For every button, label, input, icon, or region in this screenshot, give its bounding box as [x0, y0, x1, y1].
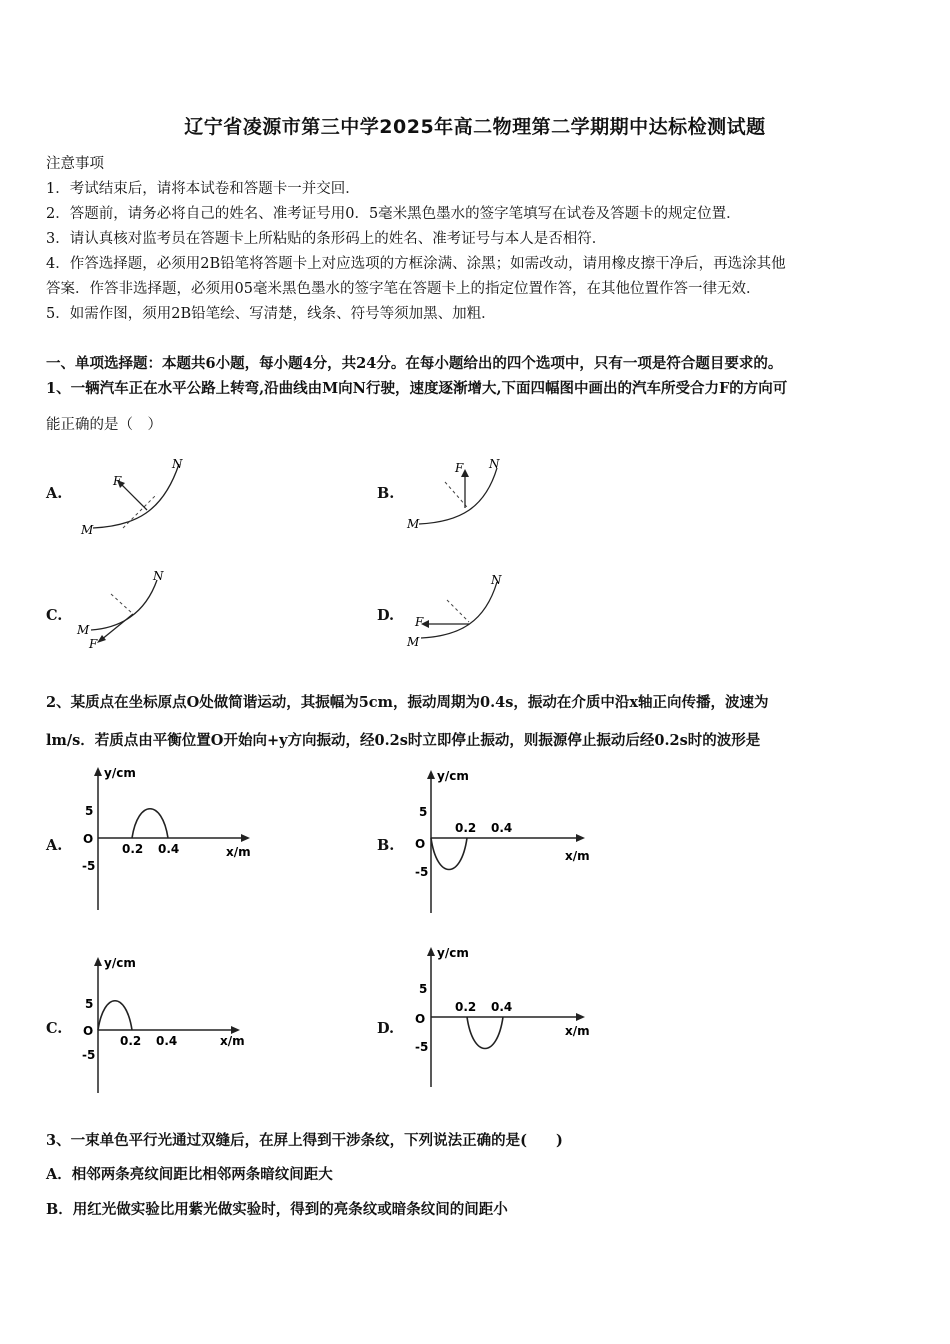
q1-option-b-label: B. — [377, 485, 395, 502]
x-tick-0.4: 0.4 — [491, 1000, 513, 1014]
tangent-dashes — [447, 600, 469, 622]
q2-option-a-label: A. — [46, 837, 63, 854]
q3-option-b: B．用红光做实验比用紫光做实验时，得到的亮条纹或暗条纹间的间距小 — [46, 1201, 508, 1218]
label-m: M — [407, 635, 420, 649]
x-axis-label: x/m — [565, 849, 590, 863]
y-axis-arrow-icon — [94, 767, 102, 776]
trajectory-curve — [419, 468, 497, 524]
label-m: M — [407, 517, 420, 531]
y-tick-neg5: -5 — [82, 859, 96, 873]
x-tick-0.2: 0.2 — [120, 1034, 142, 1048]
q1-figure-d — [405, 568, 525, 658]
q2-option-b-label: B. — [377, 837, 395, 854]
label-f: F — [455, 461, 464, 475]
notice-item: 1．考试结束后，请将本试卷和答题卡一并交回． — [46, 181, 360, 197]
question-1-stem-cont: 能正确的是（ ） — [46, 417, 162, 433]
y-axis-arrow-icon — [94, 957, 102, 966]
q2-graph-c — [70, 955, 270, 1095]
label-n: N — [172, 457, 183, 471]
q1-figure-a — [75, 452, 195, 542]
y-axis-label: y/cm — [437, 769, 469, 783]
question-2-stem: 2、某质点在坐标原点O处做简谐运动，其振幅为5cm，振动周期为0.4s，振动在介质中沿x轴正向传播，波速为 — [46, 694, 769, 711]
q1-figure-b — [405, 452, 525, 542]
q2-option-d-label: D. — [377, 1020, 395, 1037]
wave-curve — [132, 809, 168, 838]
x-axis-label: x/m — [226, 845, 251, 859]
notice-item: 5．如需作图，须用2B铅笔绘、写清楚，线条、符号等须加黑、加粗． — [46, 306, 496, 322]
tangent-dashes — [123, 494, 157, 528]
label-m: M — [77, 623, 90, 637]
notice-item: 3．请认真核对监考员在答题卡上所粘贴的条形码上的姓名、准考证号与本人是否相符． — [46, 231, 607, 247]
origin-label: O — [83, 832, 94, 846]
x-axis-arrow-icon — [241, 834, 250, 842]
x-tick-0.2: 0.2 — [455, 1000, 477, 1014]
notice-item: 4．作答选择题，必须用2B铅笔将答题卡上对应选项的方框涂满、涂黑；如需改动，请用橡皮擦干净后，再选涂其他 — [46, 256, 786, 272]
x-axis-label: x/m — [565, 1024, 590, 1038]
y-axis-label: y/cm — [437, 946, 469, 960]
q2-option-c-label: C. — [46, 1020, 63, 1037]
y-axis-label: y/cm — [104, 766, 136, 780]
trajectory-curve — [421, 582, 497, 638]
x-axis-label: x/m — [220, 1034, 245, 1048]
q1-option-d-label: D. — [377, 607, 395, 624]
y-tick-5: 5 — [419, 805, 428, 819]
y-tick-5: 5 — [85, 997, 94, 1011]
label-f: F — [89, 637, 98, 651]
trajectory-curve — [91, 580, 157, 630]
y-axis-arrow-icon — [427, 947, 435, 956]
x-axis-arrow-icon — [231, 1026, 240, 1034]
question-1-stem: 1、一辆汽车正在水平公路上转弯,沿曲线由M向N行驶，速度逐渐增大,下面四幅图中画出的汽车所受合力F的方向可 — [46, 380, 788, 397]
label-n: N — [489, 457, 500, 471]
label-m: M — [81, 523, 94, 537]
trajectory-curve — [93, 464, 179, 528]
x-tick-0.4: 0.4 — [491, 821, 513, 835]
origin-label: O — [415, 1012, 426, 1026]
q1-option-c-label: C. — [46, 607, 63, 624]
wave-curve — [467, 1017, 503, 1049]
force-arrow — [119, 482, 147, 510]
q3-option-a: A．相邻两条亮纹间距比相邻两条暗纹间距大 — [46, 1166, 333, 1183]
x-tick-0.2: 0.2 — [455, 821, 477, 835]
wave-curve — [98, 1001, 132, 1030]
tangent-dashes — [111, 594, 133, 614]
q2-graph-a — [70, 765, 270, 915]
question-3-stem: 3、一束单色平行光通过双缝后，在屏上得到干涉条纹，下列说法正确的是( ) — [46, 1132, 563, 1149]
origin-label: O — [415, 837, 426, 851]
y-tick-neg5: -5 — [415, 1040, 429, 1054]
notice-heading: 注意事项 — [46, 156, 104, 172]
tangent-dashes — [445, 482, 467, 507]
label-f: F — [415, 615, 424, 629]
x-tick-0.4: 0.4 — [156, 1034, 178, 1048]
y-tick-neg5: -5 — [82, 1048, 96, 1062]
label-n: N — [153, 569, 164, 583]
y-axis-label: y/cm — [104, 956, 136, 970]
notice-item: 2．答题前，请务必将自己的姓名、准考证号用0．5毫米黑色墨水的签字笔填写在试卷及答题卡的规定位置． — [46, 206, 741, 222]
wave-curve — [431, 838, 467, 870]
label-n: N — [491, 573, 502, 587]
y-axis-arrow-icon — [427, 770, 435, 779]
q2-graph-b — [405, 768, 605, 918]
q1-figure-c — [75, 568, 195, 658]
x-tick-0.4: 0.4 — [158, 842, 180, 856]
q2-graph-d — [405, 945, 605, 1090]
label-f: F — [113, 474, 122, 488]
page-title: 辽宁省凌源市第三中学2025年高二物理第二学期期中达标检测试题 — [184, 116, 766, 138]
section-heading: 一、单项选择题：本题共6小题，每小题4分，共24分。在每小题给出的四个选项中，只有一项是符合题目要求的。 — [46, 355, 783, 372]
x-axis-arrow-icon — [576, 1013, 585, 1021]
x-tick-0.2: 0.2 — [122, 842, 144, 856]
force-arrow — [101, 614, 133, 640]
y-tick-5: 5 — [85, 804, 94, 818]
y-tick-neg5: -5 — [415, 865, 429, 879]
question-2-stem-cont: lm/s．若质点由平衡位置O开始向+y方向振动，经0.2s时立即停止振动，则振源停止振动后经0.2s时的波形是 — [46, 732, 761, 749]
notice-item: 答案．作答非选择题，必须用05毫米黑色墨水的签字笔在答题卡上的指定位置作答，在其他位置作答一律无效． — [46, 281, 761, 297]
origin-label: O — [83, 1024, 94, 1038]
y-tick-5: 5 — [419, 982, 428, 996]
q1-option-a-label: A. — [46, 485, 63, 502]
x-axis-arrow-icon — [576, 834, 585, 842]
